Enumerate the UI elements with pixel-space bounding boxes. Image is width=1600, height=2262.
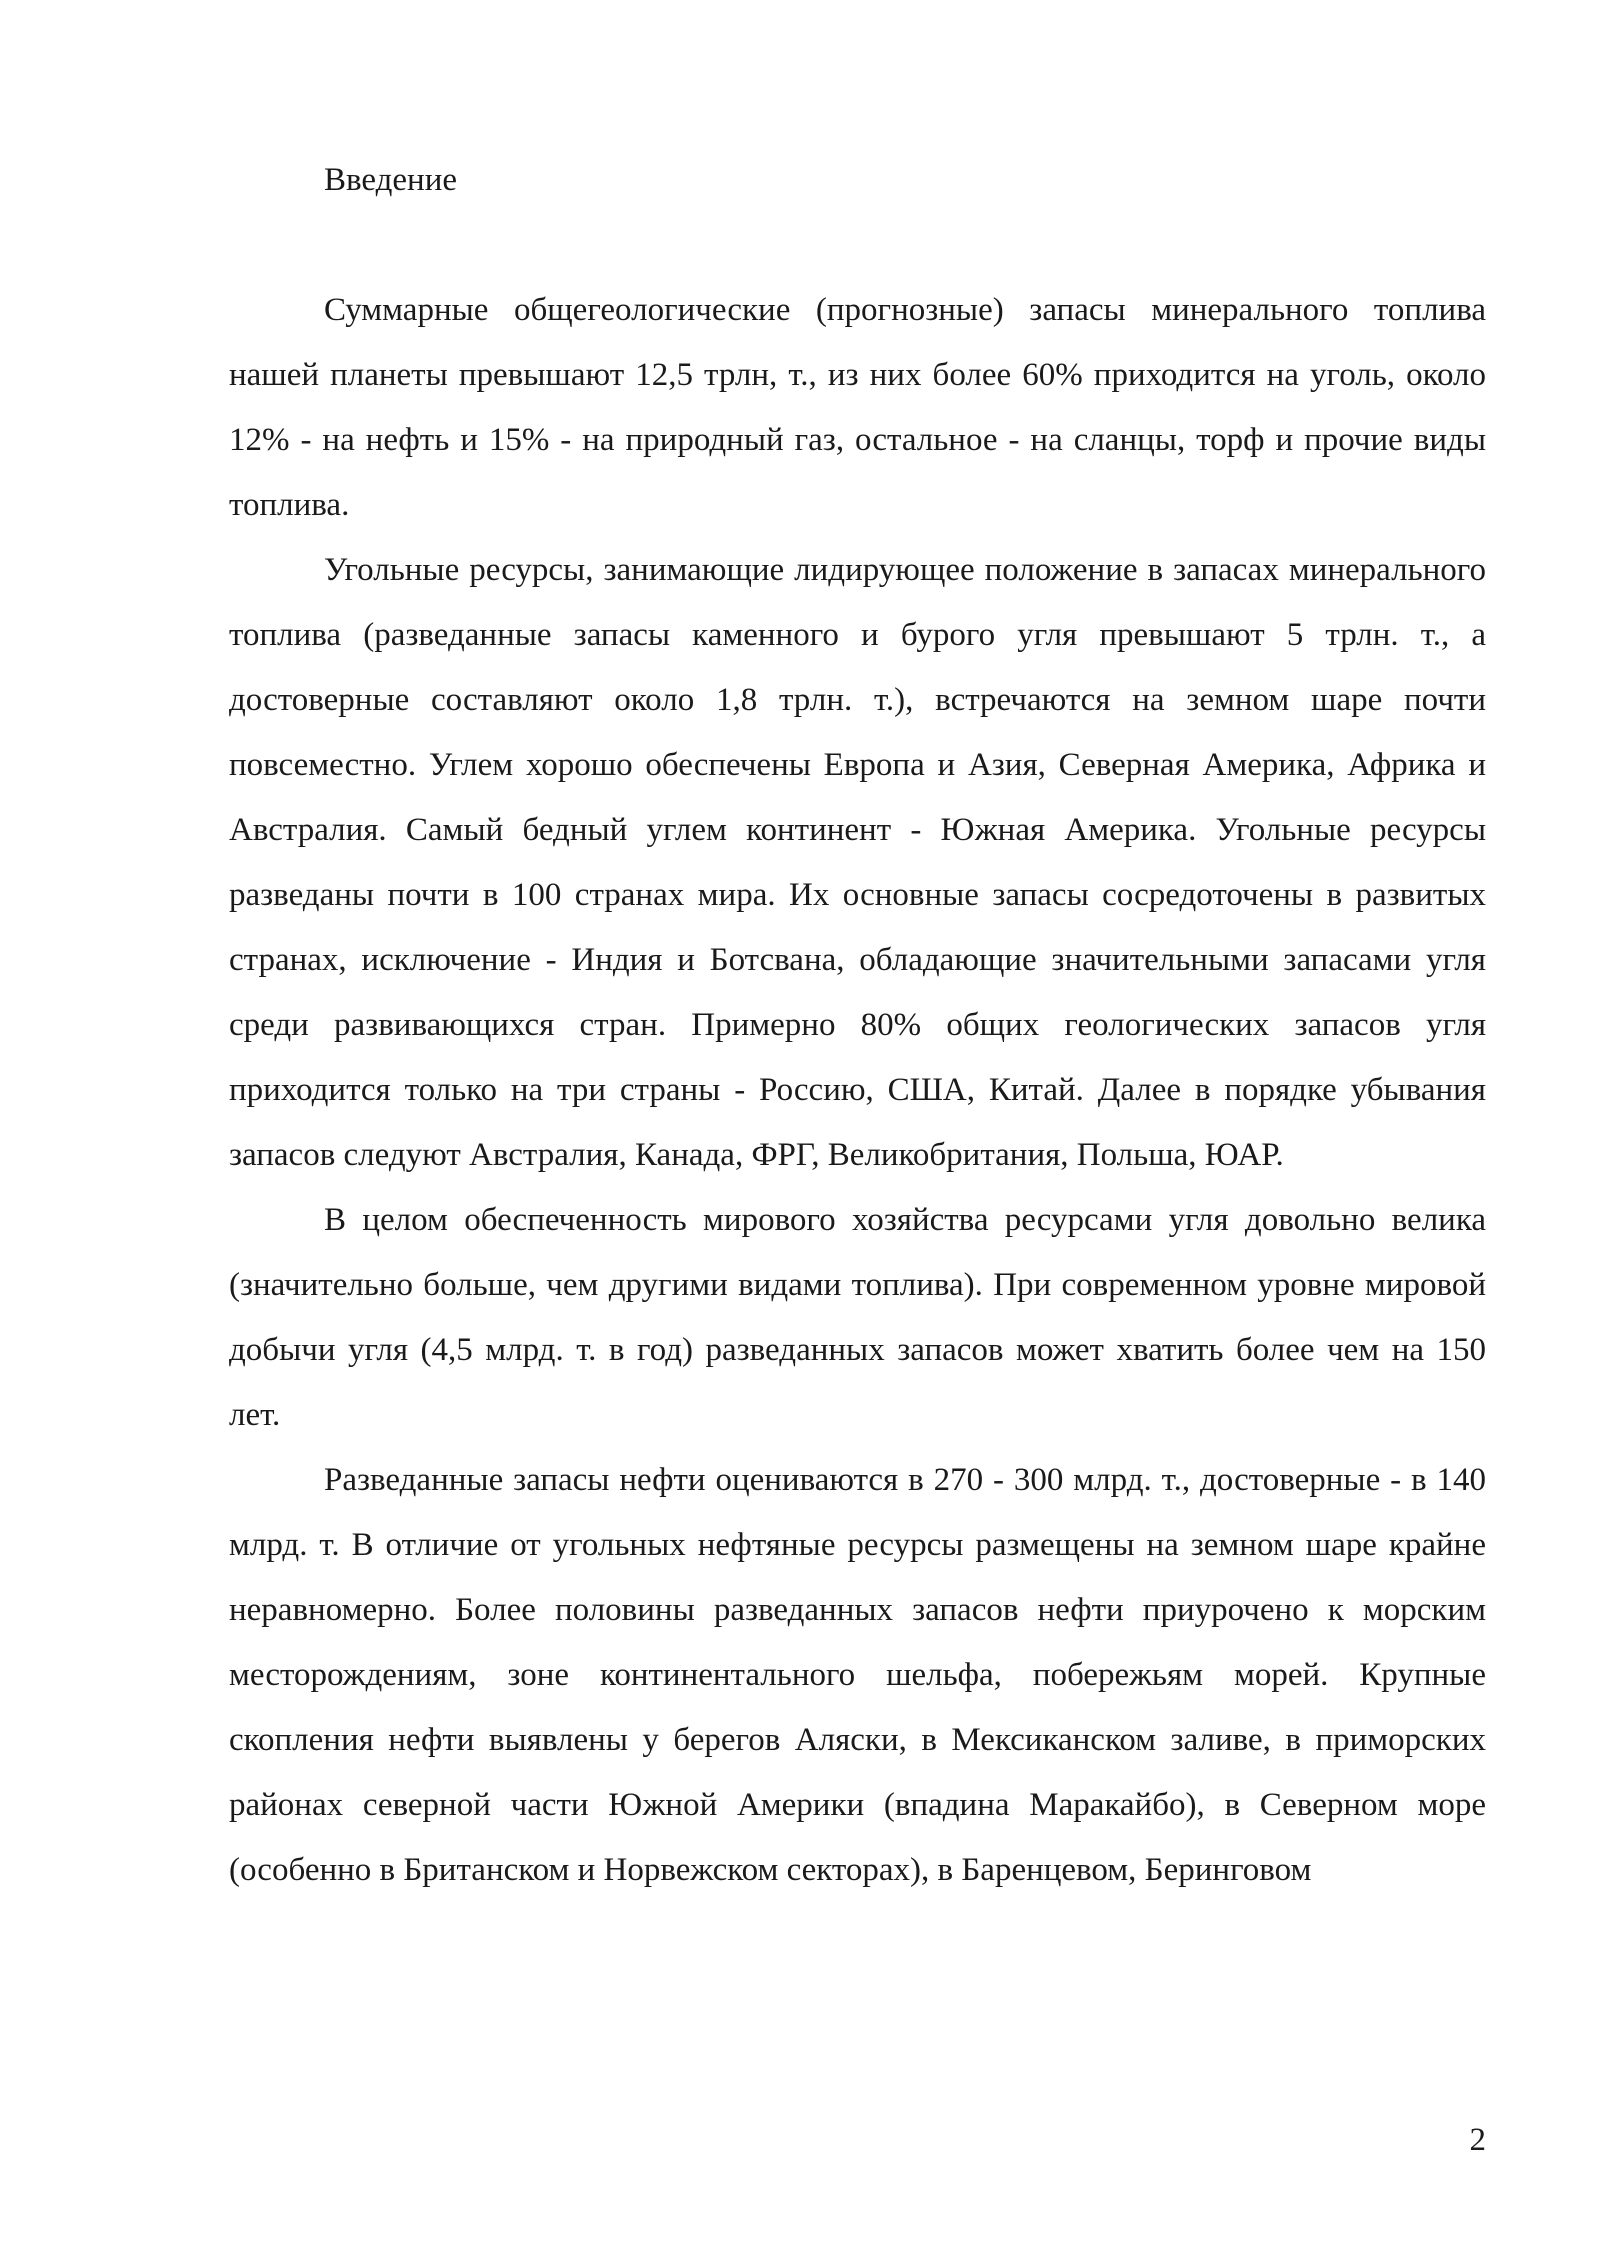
page-number: 2 xyxy=(1469,2122,1486,2158)
paragraph-oil-reserves: Разведанные запасы нефти оцениваются в 270 - 300 млрд. т., достоверные - в 140 млрд. т. В отличие от угольных нефтяные ресурсы размещены на земном шаре крайне неравномерно. Более половины разведанных запасов нефти приурочено к морским месторождениям, зоне континентального шельфа, побережьям морей. Крупные скопления нефти выявлены у берегов Аляски, в Мексиканском заливе, в приморских районах северной части Южной Америки (впадина Маракайбо), в Северном море (особенно в Британском и Норвежском секторах), в Баренцевом, Беринговом xyxy=(229,1462,1486,1888)
paragraph-coal-resources: Угольные ресурсы, занимающие лидирующее положение в запасах минерального топлива (разведанные запасы каменного и бурого угля превышают 5 трлн. т., а достоверные составляют около 1,8 трлн. т.), встречаются на земном шаре почти повсеместно. Углем хорошо обеспечены Европа и Азия, Северная Америка, Африка и Австралия. Самый бедный углем континент - Южная Америка. Угольные ресурсы разведаны почти в 100 странах мира. Их основные запасы сосредоточены в развитых странах, исключение - Индия и Ботсвана, обладающие значительными запасами угля среди развивающихся стран. Примерно 80% общих геологических запасов угля приходится только на три страны - Россию, США, Китай. Далее в порядке убывания запасов следуют Австралия, Канада, ФРГ, Великобритания, Польша, ЮАР. xyxy=(229,552,1486,1173)
page-content xyxy=(229,148,1486,1903)
paragraph-coal-supply: В целом обеспеченность мирового хозяйства ресурсами угля довольно велика (значительно больше, чем другими видами топлива). При современном уровне мировой добычи угля (4,5 млрд. т. в год) разведанных запасов может хватить более чем на 150 лет. xyxy=(229,1202,1486,1433)
paragraph-fuel-reserves: Суммарные общегеологические (прогнозные) запасы минерального топлива нашей планеты превышают 12,5 трлн, т., из них более 60% приходится на уголь, около 12% - на нефть и 15% - на природный газ, остальное - на сланцы, торф и прочие виды топлива. xyxy=(229,292,1486,523)
section-heading: Введение xyxy=(324,162,458,198)
heading-spacer xyxy=(229,213,1486,278)
